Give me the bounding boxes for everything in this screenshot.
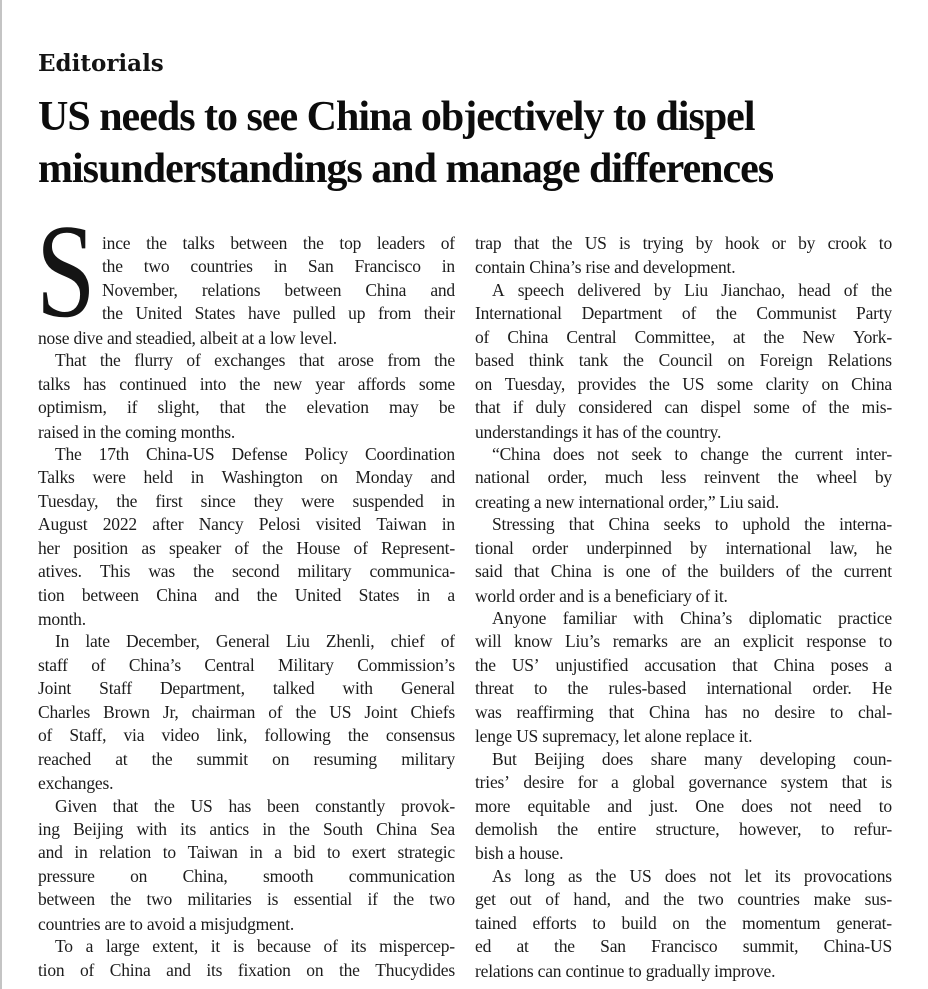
text-line: August 2022 after Nancy Pelosi visited Taiwan in bbox=[38, 514, 455, 535]
paragraph bbox=[475, 866, 892, 983]
page-content bbox=[38, 50, 893, 983]
text-line: ing Beijing with its antics in the South China Sea bbox=[38, 818, 455, 839]
text-line: creating a new international order,” Liu said. bbox=[475, 491, 779, 512]
text-line: tries’ desire for a global governance system that is bbox=[475, 772, 892, 793]
text-line: the two countries in San Francisco in bbox=[102, 256, 455, 277]
section-label: Editorials bbox=[38, 50, 164, 77]
text-line: trap that the US is trying by hook or by crook to bbox=[475, 233, 892, 253]
column-right bbox=[475, 233, 892, 983]
paragraph bbox=[475, 514, 892, 608]
text-line: ed at the San Francisco summit, China-US bbox=[475, 936, 892, 957]
text-line: A speech delivered by Liu Jianchao, head of the bbox=[492, 279, 892, 300]
text-line: November, relations between China and bbox=[102, 279, 455, 300]
text-line: world order and is a beneficiary of it. bbox=[475, 585, 728, 606]
text-line: In late December, General Liu Zhenli, chief of bbox=[55, 631, 455, 652]
text-line: tion of China and its fixation on the Thucydides bbox=[38, 959, 455, 980]
text-line: her position as speaker of the House of Represent- bbox=[38, 537, 455, 558]
text-line: International Department of the Communist Party bbox=[475, 303, 892, 324]
page-edge-line bbox=[0, 0, 2, 989]
text-line: Given that the US has been constantly provok- bbox=[55, 795, 455, 816]
text-line: more equitable and just. One does not need to bbox=[475, 795, 892, 816]
text-line: the United States have pulled up from their bbox=[102, 303, 455, 324]
text-line: between the two militaries is essential if the two bbox=[38, 889, 455, 910]
paragraph bbox=[475, 233, 892, 280]
text-line: that if duly considered can dispel some of the mis- bbox=[475, 397, 892, 418]
column-left bbox=[36, 197, 455, 983]
text-line: That the flurry of exchanges that arose from the bbox=[55, 350, 455, 371]
text-line: raised in the coming months. bbox=[38, 421, 236, 442]
headline bbox=[38, 91, 893, 195]
text-line: Charles Brown Jr, chairman of the US Joint Chiefs bbox=[38, 701, 455, 722]
text-line: bish a house. bbox=[475, 843, 564, 864]
drop-cap: S bbox=[36, 197, 96, 345]
text-line: pressure on China, smooth communication bbox=[38, 865, 455, 886]
headline-line-1: US needs to see China objectively to dispel bbox=[38, 94, 755, 140]
paragraph bbox=[475, 280, 892, 444]
text-line: the US’ unjustified accusation that China poses a bbox=[475, 654, 892, 675]
text-line: optimism, if slight, that the elevation may be bbox=[38, 397, 455, 418]
text-line: exchanges. bbox=[38, 773, 114, 794]
text-line: countries are to avoid a misjudgment. bbox=[38, 913, 295, 934]
text-line: staff of China’s Central Military Commission’s bbox=[38, 654, 455, 675]
text-line: Joint Staff Department, talked with General bbox=[38, 678, 455, 699]
text-line: tained efforts to build on the momentum generat- bbox=[475, 912, 892, 933]
headline-line-2: misunderstandings and manage differences bbox=[38, 146, 774, 192]
text-line: Anyone familiar with China’s diplomatic practice bbox=[492, 608, 892, 628]
text-line: tional order underpinned by international law, he bbox=[475, 537, 892, 558]
text-line: Tuesday, the first since they were suspended in bbox=[38, 490, 455, 511]
text-line: based think tank the Council on Foreign Relations bbox=[475, 350, 892, 371]
text-line: will know Liu’s remarks are an explicit response to bbox=[475, 631, 892, 652]
paragraph bbox=[36, 197, 455, 350]
text-line: Stressing that China seeks to uphold the interna- bbox=[492, 514, 892, 535]
text-line: tion between China and the United States in a bbox=[38, 584, 455, 605]
text-line: said that China is one of the builders of the current bbox=[475, 561, 892, 582]
text-line: get out of hand, and the two countries make sus- bbox=[475, 889, 892, 910]
text-line: atives. This was the second military communica- bbox=[38, 561, 455, 582]
text-line: month. bbox=[38, 609, 86, 629]
paragraph bbox=[38, 936, 455, 983]
text-line: ince the talks between the top leaders of bbox=[102, 233, 455, 253]
text-line: demolish the entire structure, however, to refur- bbox=[475, 818, 892, 839]
text-line: was reaffirming that China has no desire to chal- bbox=[475, 701, 892, 722]
text-line: national order, much less reinvent the wheel by bbox=[475, 467, 892, 488]
paragraph bbox=[475, 444, 892, 514]
text-line: To a large extent, it is because of its mispercep- bbox=[55, 936, 455, 957]
text-line: nose dive and steadied, albeit at a low level. bbox=[38, 327, 337, 348]
paragraph bbox=[38, 796, 455, 937]
text-line: As long as the US does not let its provocations bbox=[492, 865, 892, 886]
paragraph bbox=[475, 749, 892, 866]
text-line: of China Central Committee, at the New York- bbox=[475, 326, 892, 347]
text-line: and in relation to Taiwan in a bid to exert strategic bbox=[38, 842, 455, 863]
text-line: talks has continued into the new year affords some bbox=[38, 373, 455, 394]
text-line: But Beijing does share many developing coun- bbox=[492, 748, 892, 769]
text-line: understandings it has of the country. bbox=[475, 421, 722, 442]
text-line: The 17th China-US Defense Policy Coordination bbox=[55, 443, 455, 464]
text-line: on Tuesday, provides the US some clarity on China bbox=[475, 373, 892, 394]
paragraph bbox=[38, 350, 455, 444]
text-line: of Staff, via video link, following the consensus bbox=[38, 725, 455, 746]
text-line: “China does not seek to change the current inter- bbox=[492, 443, 892, 464]
text-line: threat to the rules-based international order. He bbox=[475, 678, 892, 699]
text-line: Talks were held in Washington on Monday and bbox=[38, 467, 455, 488]
text-line: reached at the summit on resuming military bbox=[38, 748, 455, 769]
paragraph bbox=[475, 608, 892, 749]
paragraph bbox=[38, 631, 455, 795]
article-body bbox=[36, 197, 893, 983]
text-line: relations can continue to gradually improve. bbox=[475, 960, 776, 981]
text-line: lenge US supremacy, let alone replace it. bbox=[475, 726, 753, 747]
text-line: contain China’s rise and development. bbox=[475, 257, 736, 278]
paragraph bbox=[38, 444, 455, 632]
